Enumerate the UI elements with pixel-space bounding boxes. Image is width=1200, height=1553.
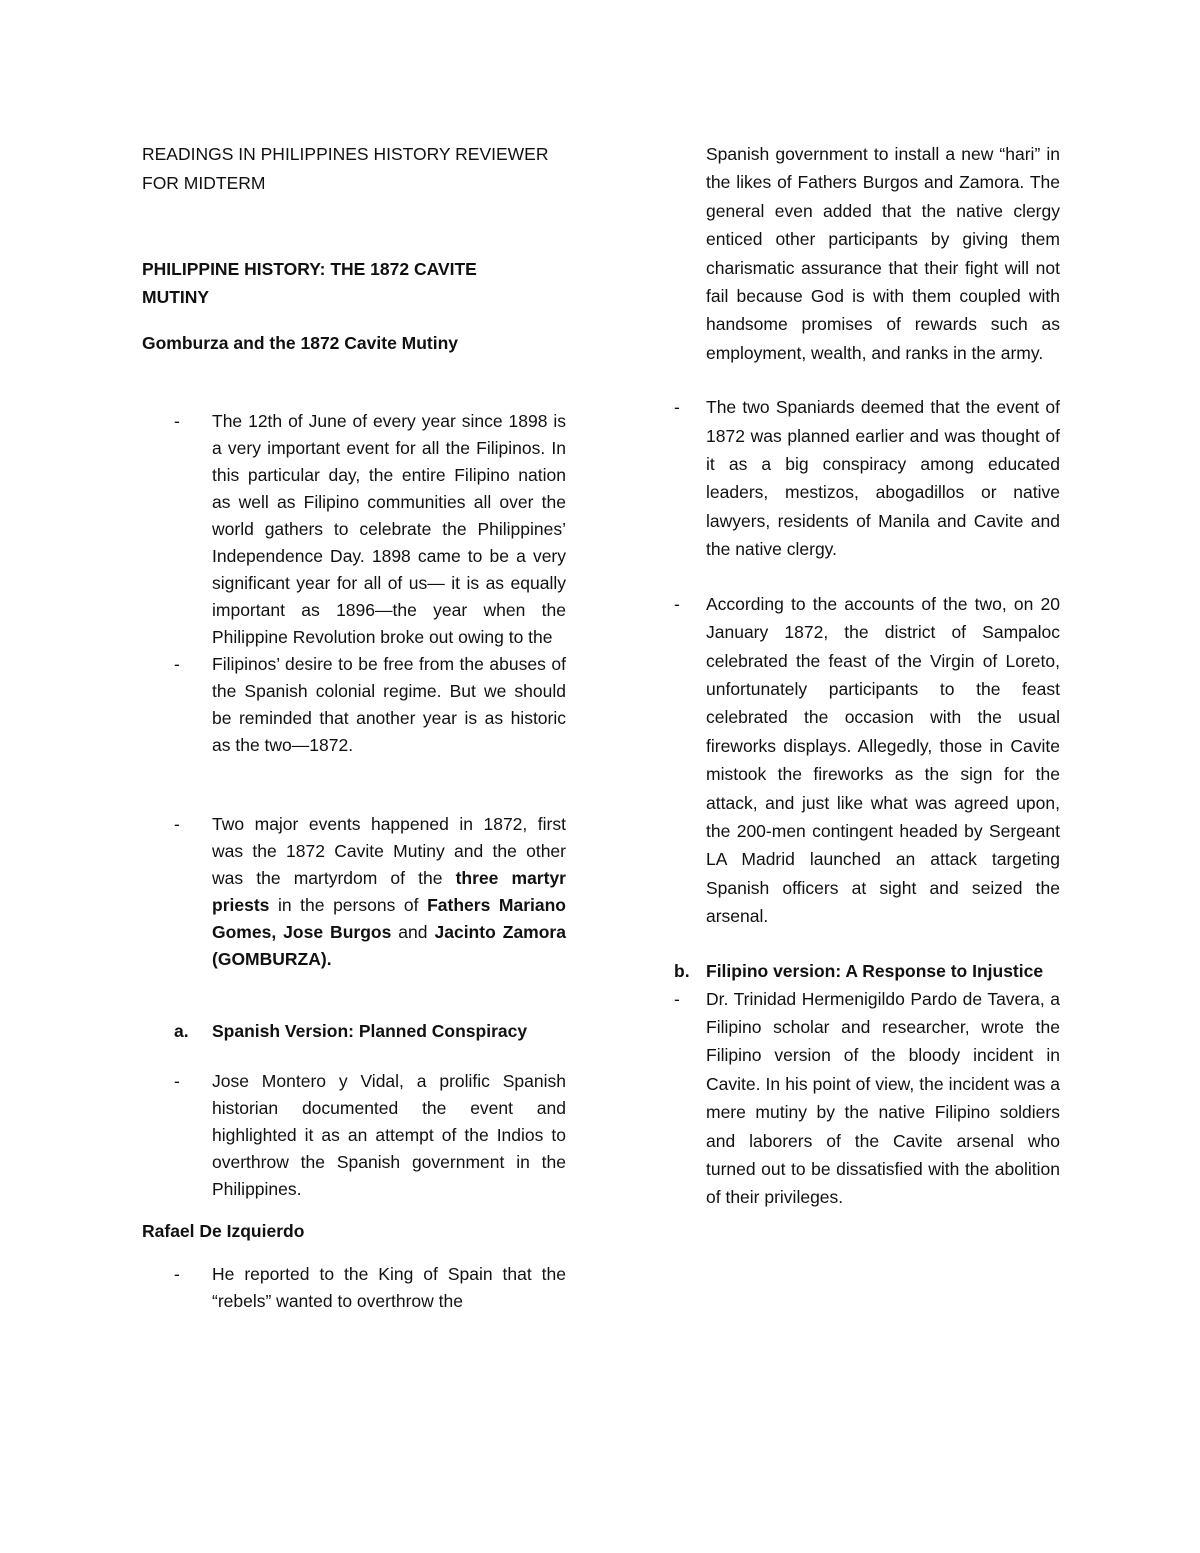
bullet-marker: - [674,593,680,614]
list-item-text: He reported to the King of Spain that the “rebels” wanted to overthrow the [212,1264,566,1311]
document-title-line-1: READINGS IN PHILIPPINES HISTORY REVIEWER [142,144,549,164]
main-heading-line-1: PHILIPPINE HISTORY: THE 1872 CAVITE [142,259,477,279]
main-heading-line-2: MUTINY [142,287,210,307]
section-a-label: Spanish Version: Planned Conspiracy [212,1021,528,1041]
subheading-gomburza: Gomburza and the 1872 Cavite Mutiny [142,333,459,353]
list-item-june-12 [142,408,566,651]
continuation-text: Spanish government to install a new “hari” in the likes of Fathers Burgos and Zamora. The general even added that the native clergy enticed other participants by giving them charismatic assurance that their fight will not fail because God is with them coupled with handsome promises of rewards such as employment, wealth, and ranks in the army. [706,144,1060,363]
list-item-text: Two major events happened in 1872, first was the 1872 Cavite Mutiny and the other was the martyrdom of the [212,814,566,888]
list-item-two-major-events [142,811,566,973]
list-item-text: The two Spaniards deemed that the event of 1872 was planned earlier and was thought of it as a big conspiracy among educated leaders, mestizos, abogadillos or native lawyers, residents of Manila and Cavite and the native clergy. [706,397,1060,560]
list-item-filipinos-desire [142,651,566,759]
bold-fathers-names: Fathers Mariano Gomes, Jose Burgos [212,895,566,942]
list-item-montero [142,1068,566,1203]
bullet-marker: - [174,411,180,431]
list-item-tavera [674,985,1060,1212]
list-item-izquierdo-report [142,1261,566,1315]
bullet-marker: - [674,988,680,1009]
section-a-heading [142,1017,566,1045]
izquierdo-heading: Rafael De Izquierdo [142,1221,305,1241]
right-column [674,140,1060,1212]
list-item-two-spaniards [674,393,1060,563]
bullet-marker: - [174,1264,180,1284]
continuation-paragraph [674,140,1060,367]
list-item-text: Filipinos’ desire to be free from the abuses of the Spanish colonial regime. But we should be reminded that another year is as historic as the two—1872. [212,654,566,755]
bullet-marker: - [174,654,180,674]
bullet-marker: - [674,397,680,418]
list-item-text: According to the accounts of the two, on 20 January 1872, the district of Sampaloc celebrated the feast of the Virgin of Loreto, unfortunately participants to the feast celebrated the occasion with the usual fireworks displays. Allegedly, those in Cavite mistook the fireworks as the sign for the attack, and just like what was agreed upon, the 200-men contingent headed by Sergeant LA Madrid launched an attack targeting Spanish officers at sight and seized the arsenal. [706,593,1060,927]
section-b-marker: b. [674,960,690,981]
list-item-accounts [674,590,1060,931]
document-title-line-2: FOR MIDTERM [142,173,266,193]
section-b-heading [674,957,1060,985]
list-item-text: in the persons of [269,895,428,915]
section-b-label: Filipino version: A Response to Injustice [706,960,1044,981]
bullet-marker: - [174,814,180,834]
section-a-marker: a. [174,1021,189,1041]
bold-jacinto-zamora: Jacinto Zamora (GOMBURZA). [212,922,566,969]
list-item-text: Jose Montero y Vidal, a prolific Spanish historian documented the event and highlighted it as an attempt of the Indios to overthrow the Spanish government in the Philippines. [212,1071,566,1199]
bullet-marker: - [174,1071,180,1091]
list-item-text: Dr. Trinidad Hermenigildo Pardo de Tavera, a Filipino scholar and researcher, wrote the Filipino version of the bloody incident in Cavite. In his point of view, the incident was a mere mutiny by the native Filipino soldiers and laborers of the Cavite arsenal who turned out to be dissatisfied with the abolition of their privileges. [706,988,1060,1208]
left-column [142,140,566,1315]
bold-three-martyr-priests: three martyr priests [212,868,566,915]
list-item-text: The 12th of June of every year since 1898 is a very important event for all the Filipinos. In this particular day, the entire Filipino nation as well as Filipino communities all over the world gathers to celebrate the Philippines’ Independence Day. 1898 came to be a very significant year for all of us— it is as equally important as 1896—the year when the Philippine Revolution broke out owing to the [212,411,566,647]
list-item-text: and [391,922,435,942]
